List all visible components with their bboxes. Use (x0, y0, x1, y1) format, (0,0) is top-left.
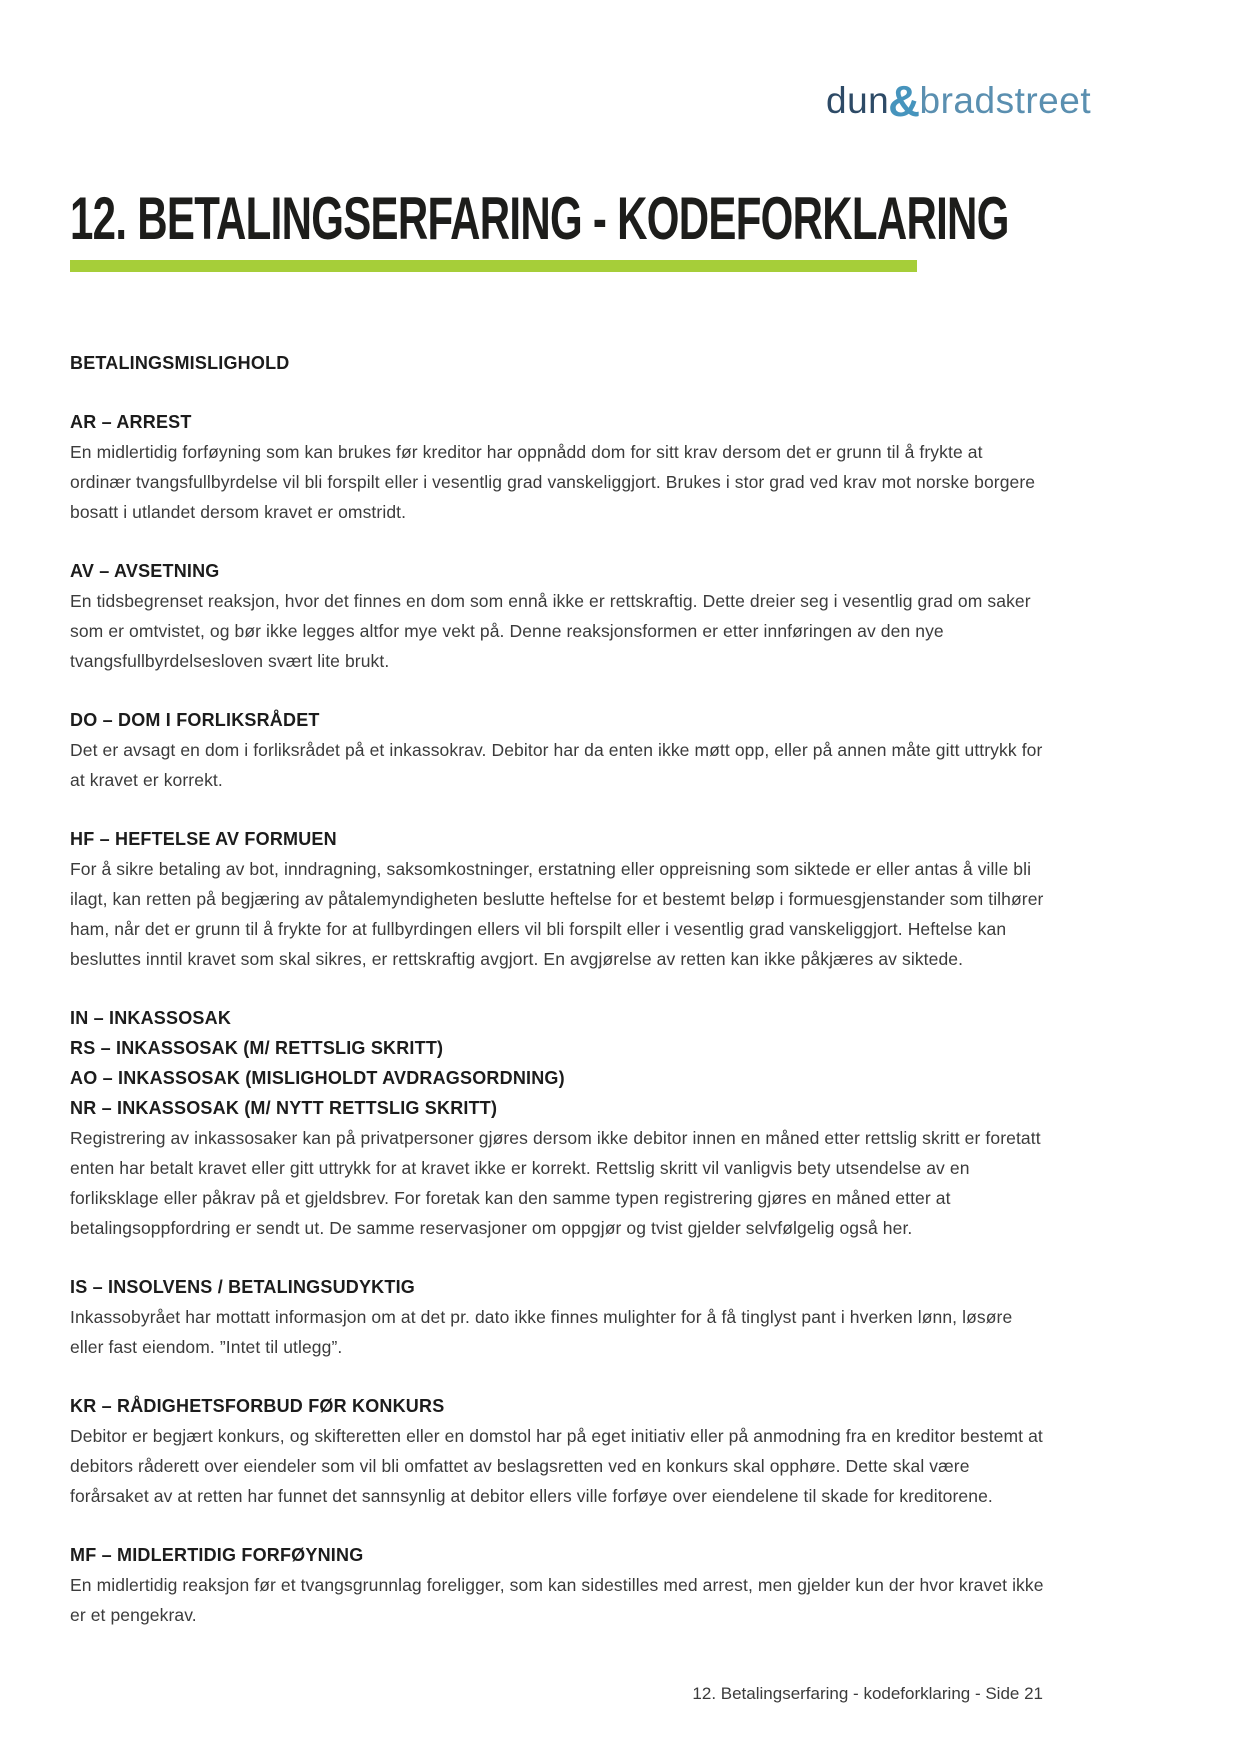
code-entry (70, 824, 1047, 974)
logo-text-dun: dun (826, 80, 890, 121)
code-entry (70, 1272, 1047, 1362)
section-header: BETALINGSMISLIGHOLD (70, 353, 290, 373)
code-description: En tidsbegrenset reaksjon, hvor det finnes en dom som ennå ikke er rettskraftig. Dette dreier seg i vesentlig grad om saker som er omtvistet, og bør ikke legges altfor mye vekt på. Denne reaksjonsformen er etter innføringen av den nye tvangsfullbyrdelsesloven svært lite brukt. (70, 591, 1031, 671)
code-heading: HF – HEFTELSE AV FORMUEN (70, 829, 337, 849)
code-entries-list (70, 407, 1047, 1630)
code-entry (70, 407, 1047, 527)
code-heading: IN – INKASSOSAK (70, 1008, 232, 1028)
code-heading: KR – RÅDIGHETSFORBUD FØR KONKURS (70, 1396, 445, 1416)
code-description: En midlertidig reaksjon før et tvangsgrunnlag foreligger, som kan sidestilles med arrest, men gjelder kun der hvor kravet ikke er et pengekrav. (70, 1575, 1044, 1625)
code-entry (70, 705, 1047, 795)
page-title: 12. BETALINGSERFARING - KODEFORKLARING (70, 185, 1009, 252)
dun-bradstreet-logo (826, 74, 1091, 124)
code-heading: RS – INKASSOSAK (M/ RETTSLIG SKRITT) (70, 1038, 444, 1058)
code-heading: MF – MIDLERTIDIG FORFØYNING (70, 1545, 364, 1565)
logo-text-bradstreet: bradstreet (919, 80, 1092, 121)
code-heading: AV – AVSETNING (70, 561, 220, 581)
code-entry (70, 1003, 1047, 1243)
code-heading: IS – INSOLVENS / BETALINGSUDYKTIG (70, 1277, 415, 1297)
code-description: For å sikre betaling av bot, inndragning, saksomkostninger, erstatning eller oppreisning som siktede er eller antas å ville bli ilagt, kan retten på begjæring av påtalemyndigheten beslutte heftelse for et bestemt beløp i formuesgjenstander som tilhører ham, når det er grunn til å frykte for at fullbyrdingen ellers vil bli forspilt eller i vesentlig grad vanskeliggjort. Heftelse kan besluttes inntil kravet som skal sikres, er rettskraftig avgjort. En avgjørelse av retten kan ikke påkjæres av siktede. (70, 859, 1044, 969)
code-heading: NR – INKASSOSAK (M/ NYTT RETTSLIG SKRITT) (70, 1098, 498, 1118)
code-description: Debitor er begjært konkurs, og skifteretten eller en domstol har på eget initiativ eller på anmodning fra en kreditor bestemt at debitors råderett over eiendeler som vil bli omfattet av beslagsretten ved en konkurs skal opphøre. Dette skal være forårsaket av at retten har funnet det sannsynlig at debitor ellers ville forføye over eiendelene til skade for kreditorene. (70, 1426, 1043, 1506)
code-description: En midlertidig forføyning som kan brukes før kreditor har oppnådd dom for sitt krav dersom det er grunn til å frykte at ordinær tvangsfullbyrdelse vil bli forspilt eller i vesentlig grad vanskeliggjort. Brukes i stor grad ved krav mot norske borgere bosatt i utlandet dersom kravet er omstridt. (70, 442, 1036, 522)
page-footer: 12. Betalingserfaring - kodeforklaring - Side 21 (692, 1684, 1043, 1703)
content (70, 348, 1047, 1630)
code-heading: AO – INKASSOSAK (MISLIGHOLDT AVDRAGSORDNING) (70, 1068, 565, 1088)
code-heading: AR – ARREST (70, 412, 192, 432)
code-description: Registrering av inkassosaker kan på privatpersoner gjøres dersom ikke debitor innen en måned etter rettslig skritt er foretatt enten har betalt kravet eller gitt uttrykk for at kravet ikke er korrekt. Rettslig skritt vil vanligvis bety utsendelse av en forliksklage eller påkrav på et gjeldsbrev. For foretak kan den samme typen registrering gjøres en måned etter at betalingsoppfordring er sendt ut. De samme reservasjoner om oppgjør og tvist gjelder selvfølgelig også her. (70, 1128, 1041, 1238)
title-accent-bar (70, 260, 917, 272)
code-entry (70, 1540, 1047, 1630)
code-entry (70, 556, 1047, 676)
code-heading: DO – DOM I FORLIKSRÅDET (70, 710, 320, 730)
ampersand-icon: & (888, 77, 921, 126)
code-description: Det er avsagt en dom i forliksrådet på et inkassokrav. Debitor har da enten ikke møtt opp, eller på annen måte gitt uttrykk for at kravet er korrekt. (70, 740, 1043, 790)
code-description: Inkassobyrået har mottatt informasjon om at det pr. dato ikke finnes mulighter for å få tinglyst pant i hverken lønn, løsøre eller fast eiendom. ”Intet til utlegg”. (70, 1307, 1013, 1357)
code-entry (70, 1391, 1047, 1511)
